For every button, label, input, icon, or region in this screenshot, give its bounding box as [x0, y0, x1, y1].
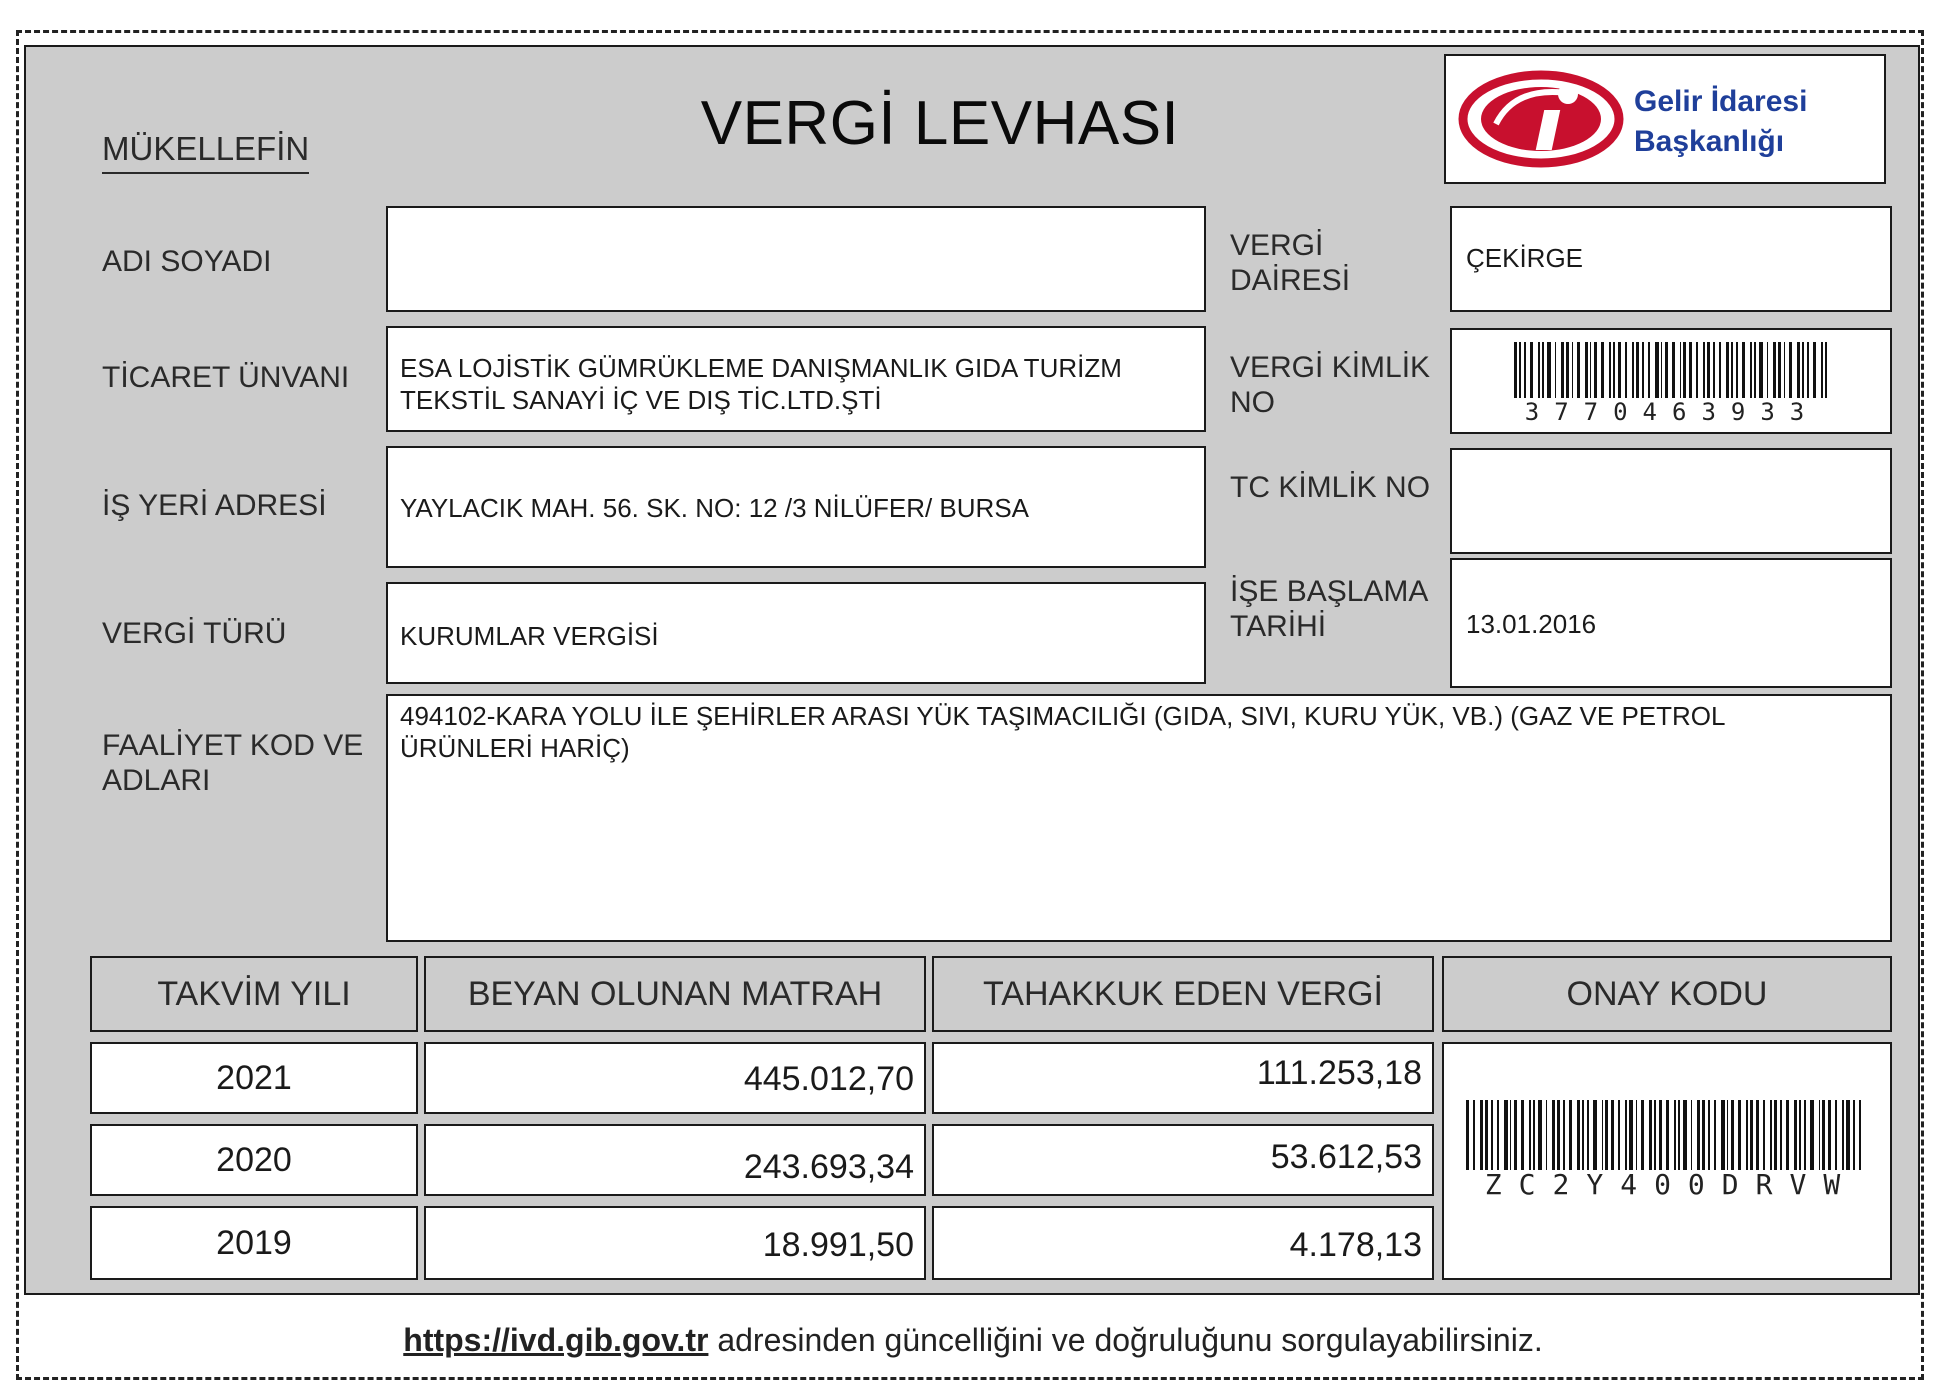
th-takvim-yili: TAKVİM YILI: [90, 956, 418, 1032]
page-title: VERGİ LEVHASI: [700, 89, 1180, 158]
value-tc-kimlik-no: [1452, 450, 1890, 484]
gib-logo-icon: [1456, 64, 1626, 174]
table-row-year: 2020: [90, 1124, 418, 1196]
field-tc-kimlik-no: [1450, 448, 1892, 554]
field-vergi-turu: [386, 582, 1206, 684]
label-tc-kimlik-no: TC KİMLİK NO: [1230, 471, 1431, 504]
label-ise-baslama-tarihi: İŞE BAŞLAMA TARİHİ: [1230, 575, 1427, 643]
th-onay-kodu: ONAY KODU: [1442, 956, 1892, 1032]
th-beyan-olunan-matrah: BEYAN OLUNAN MATRAH: [424, 956, 926, 1032]
field-faaliyet: [386, 694, 1892, 942]
table-row-vergi: 4.178,13: [932, 1206, 1434, 1280]
label-vergi-dairesi: VERGİ DAİRESİ: [1230, 229, 1351, 297]
value-faaliyet: 494102-KARA YOLU İLE ŞEHİRLER ARASI YÜK TAŞIMACILIĞI (GIDA, SIVI, KURU YÜK, VB.) (GAZ VE PETROL ÜRÜNLERİ HARİÇ): [400, 701, 1725, 763]
value-adi-soyadi: [388, 208, 1204, 248]
section-label: MÜKELLEFİN: [102, 130, 309, 174]
value-ise-baslama-tarihi: 13.01.2016: [1466, 609, 1597, 639]
vkn-barcode-digits: 3770463933: [1524, 398, 1820, 426]
label-vergi-turu: VERGİ TÜRÜ: [102, 617, 287, 650]
value-vergi-turu: KURUMLAR VERGİSİ: [400, 621, 659, 651]
value-ticaret-unvani: ESA LOJİSTİK GÜMRÜKLEME DANIŞMANLIK GIDA TURİZM TEKSTİL SANAYİ İÇ VE DIŞ TİC.LTD.ŞTİ: [400, 353, 1122, 415]
value-is-yeri-adresi: YAYLACIK MAH. 56. SK. NO: 12 /3 NİLÜFER/ BURSA: [400, 493, 1030, 523]
footer-link[interactable]: https://ivd.gib.gov.tr: [403, 1322, 709, 1358]
table-row-year: 2021: [90, 1042, 418, 1114]
table-row-year: 2019: [90, 1206, 418, 1280]
field-is-yeri-adresi: [386, 446, 1206, 568]
onay-kodu-cell: [1442, 1042, 1892, 1280]
label-faaliyet: FAALİYET KOD VE ADLARI: [102, 729, 364, 797]
footer: [0, 1322, 1946, 1359]
th-tahakkuk-eden-vergi: TAHAKKUK EDEN VERGİ: [932, 956, 1434, 1032]
onay-barcode-code: ZC2Y400DRVW: [1484, 1168, 1858, 1201]
logo-text-line2: Başkanlığı: [1634, 125, 1785, 158]
field-adi-soyadi: [386, 206, 1206, 312]
table-row-vergi: 53.612,53: [932, 1124, 1434, 1196]
field-vergi-dairesi: [1450, 206, 1892, 312]
field-vergi-kimlik-no: [1450, 328, 1892, 434]
logo-text: [1634, 82, 1807, 162]
table-row-matrah: 18.991,50: [424, 1206, 926, 1280]
onay-barcode-icon: [1466, 1100, 1866, 1170]
table-row-matrah: 445.012,70: [424, 1042, 926, 1114]
table-row-vergi: 111.253,18: [932, 1042, 1434, 1114]
value-vergi-dairesi: ÇEKİRGE: [1466, 243, 1584, 273]
logo-text-line1: Gelir İdaresi: [1634, 85, 1808, 118]
label-vergi-kimlik-no: VERGİ KİMLİK NO: [1230, 351, 1431, 419]
field-ise-baslama-tarihi: [1450, 558, 1892, 688]
footer-text: adresinden güncelliğini ve doğruluğunu sorgulayabilirsiniz.: [708, 1322, 1543, 1358]
vkn-barcode-icon: [1514, 342, 1830, 398]
label-adi-soyadi: ADI SOYADI: [102, 245, 272, 278]
label-is-yeri-adresi: İŞ YERİ ADRESİ: [102, 489, 327, 522]
field-ticaret-unvani: [386, 326, 1206, 432]
label-ticaret-unvani: TİCARET ÜNVANI: [102, 361, 350, 394]
table-row-matrah: 243.693,34: [424, 1124, 926, 1196]
